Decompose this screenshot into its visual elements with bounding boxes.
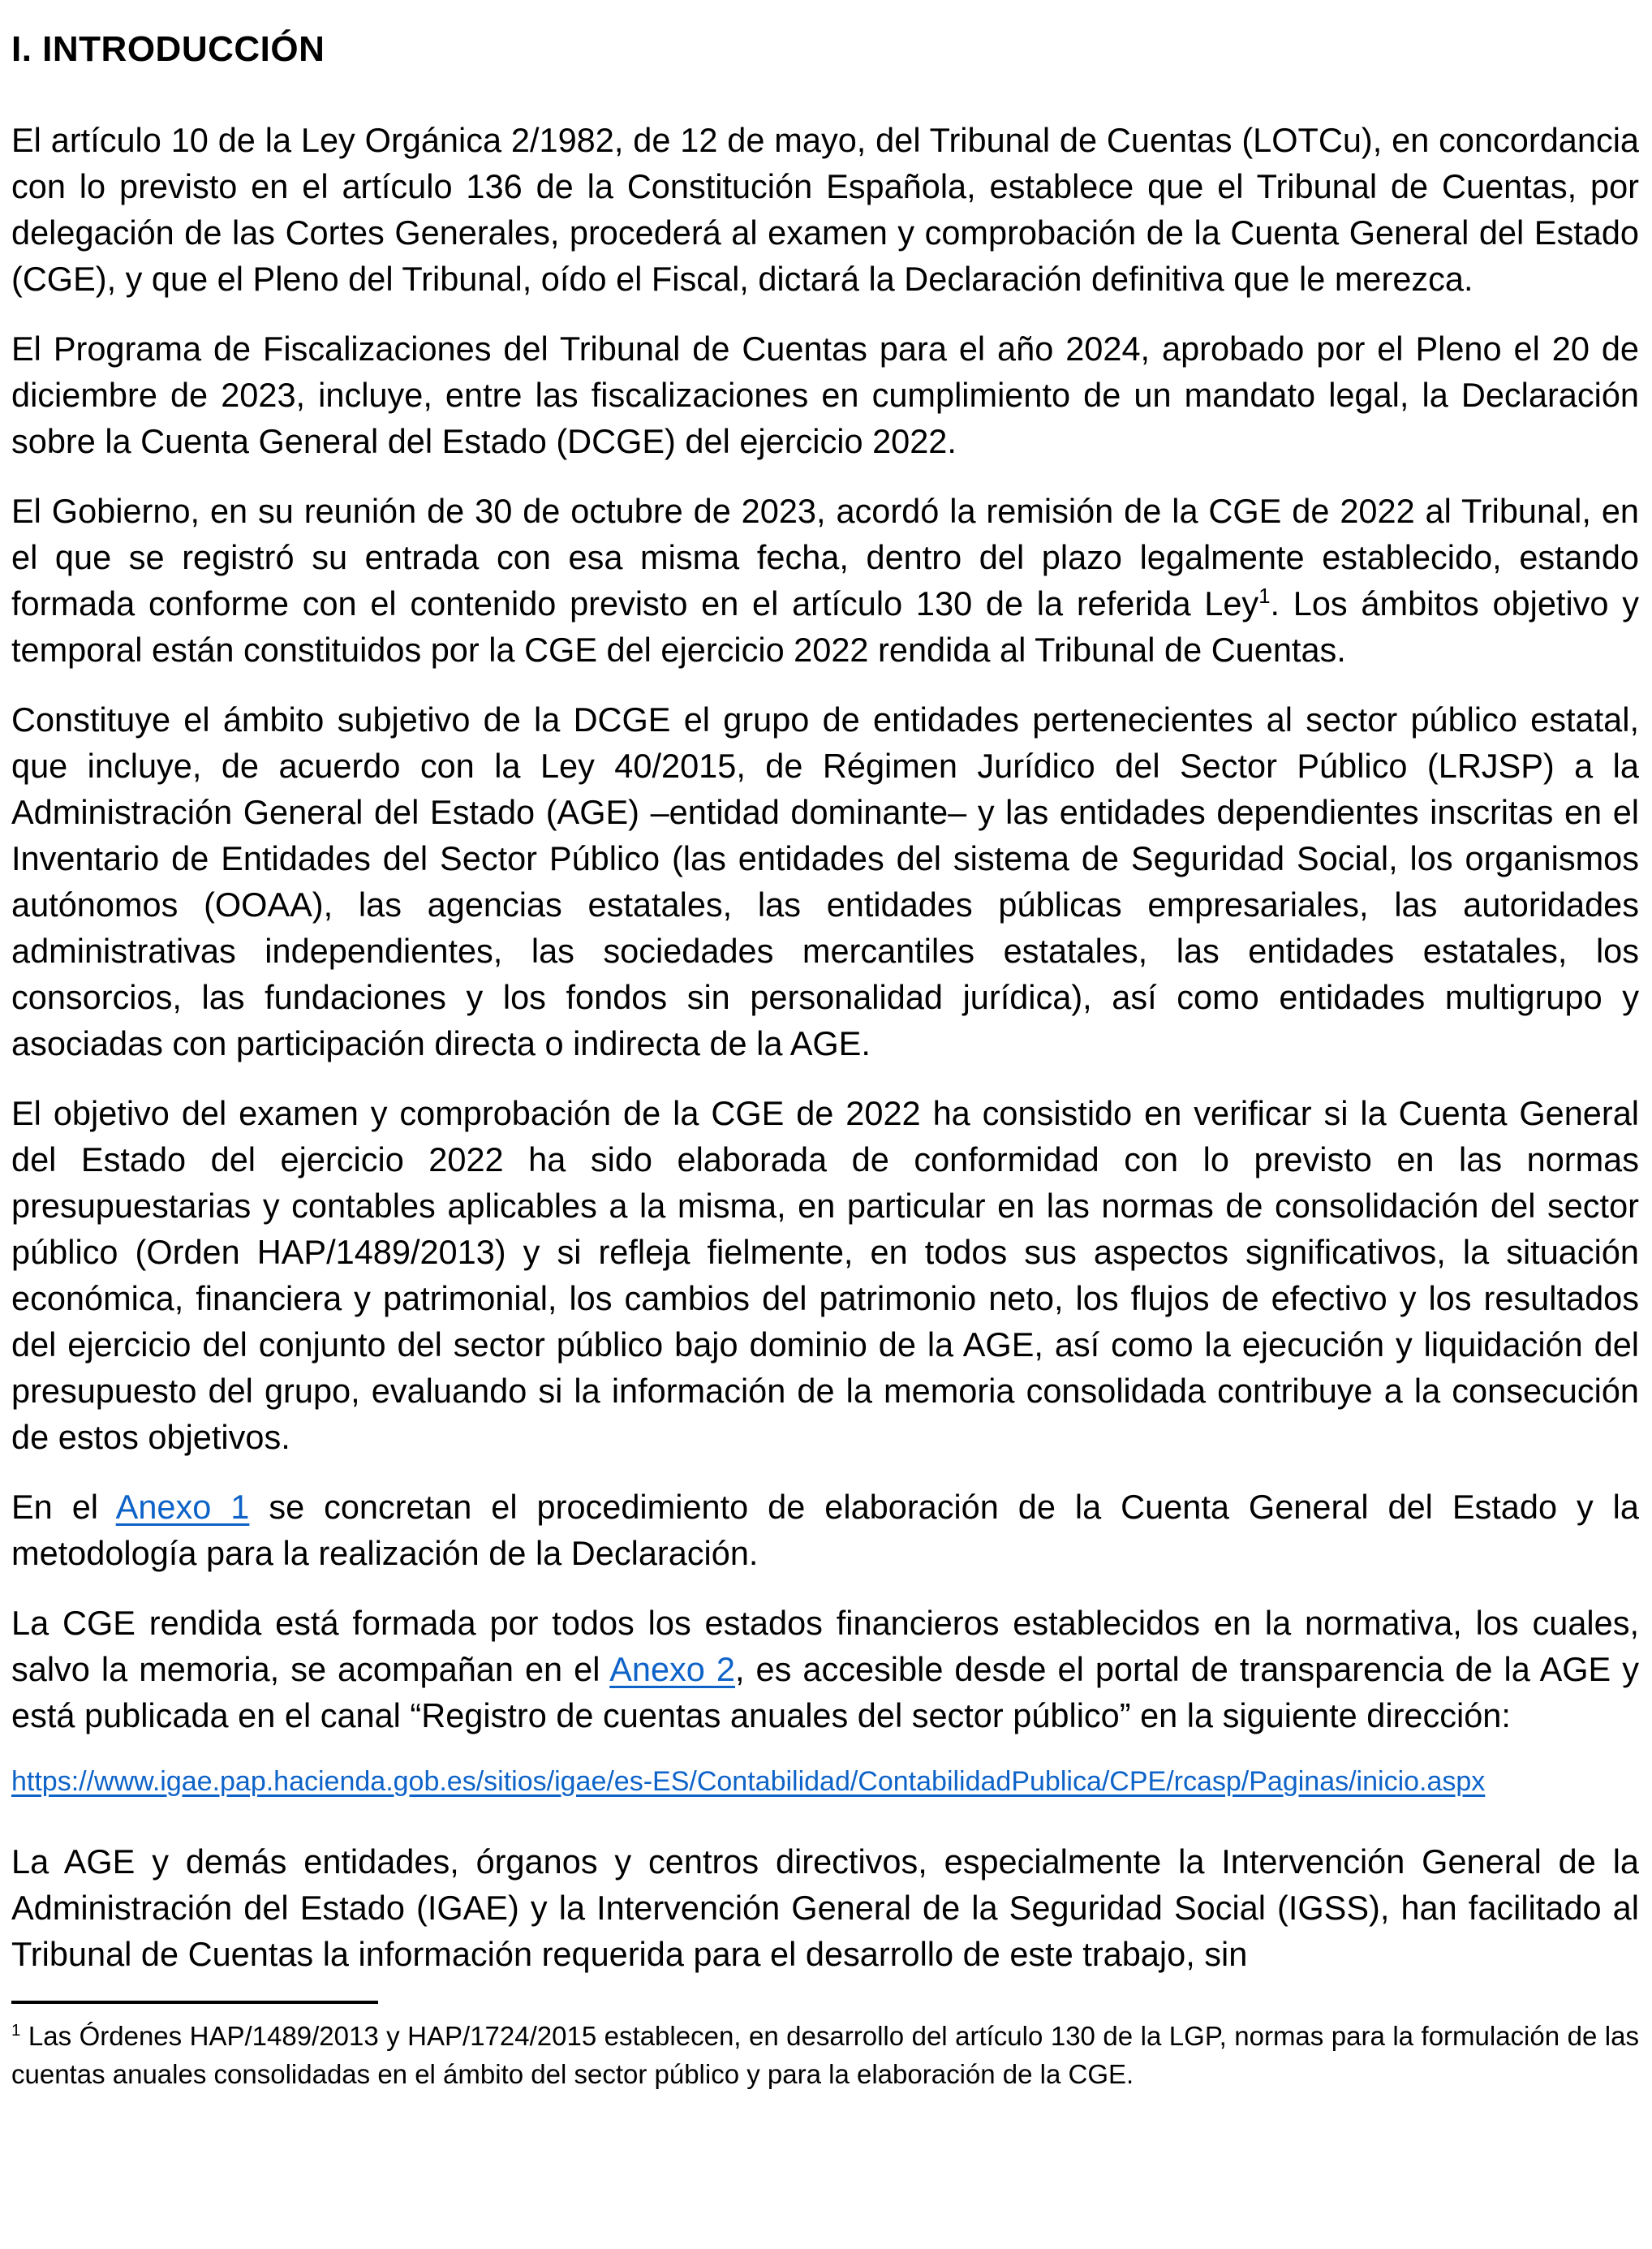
paragraph-programa-fiscalizaciones: El Programa de Fiscalizaciones del Tribunal de Cuentas para el año 2024, aprobado por el Pleno el 20 de diciembre de 2023, incluye, entre las fiscalizaciones en cumplimiento de un mandato legal, la Declaración sobre la Cuenta General del Estado (DCGE) del ejercicio 2022.	[11, 330, 1639, 460]
paragraph-gobierno-remision	[11, 488, 1639, 673]
url-line	[11, 1762, 1639, 1801]
anexo-1-link[interactable]: Anexo 1	[115, 1488, 250, 1526]
paragraph-3-text: El Gobierno, en su reunión de 30 de octubre de 2023, acordó la remisión de la CGE de 2022 al Tribunal, en el que se registró su entrada con esa misma fecha, dentro del plazo legalmente establecido, estando formada conforme con el contenido previsto en el artículo 130 de la referida Ley	[11, 492, 1639, 623]
paragraph-7-text-cont: , es accesible desde el portal de transparencia de la AGE y está publicada en el canal “Registro de cuentas anuales del sector público” en la siguiente dirección:	[11, 1650, 1639, 1734]
footnote-separator	[11, 2001, 378, 2004]
footnote-1-marker: 1	[11, 2021, 21, 2040]
paragraph-anexo-1	[11, 1484, 1639, 1576]
paragraph-cge-rendida	[11, 1600, 1639, 1738]
anexo-2-link[interactable]: Anexo 2	[609, 1650, 735, 1688]
paragraph-objetivo-examen: El objetivo del examen y comprobación de la CGE de 2022 ha consistido en verificar si la Cuenta General del Estado del ejercicio 2022 ha sido elaborada de conformidad con lo previsto en las normas presupuestarias y contables aplicables a la misma, en particular en las normas de consolidación del sector público (Orden HAP/1489/2013) y si refleja fielmente, en todos sus aspectos significativos, la situación económica, financiera y patrimonial, los cambios del patrimonio neto, los flujos de efectivo y los resultados del ejercicio del conjunto del sector público bajo dominio de la AGE, así como la ejecución y liquidación del presupuesto del grupo, evaluando si la información de la memoria consolidada contribuye a la consecución de estos objetivos.	[11, 1094, 1639, 1456]
igae-url-link[interactable]: https://www.igae.pap.hacienda.gob.es/sitios/igae/es-ES/Contabilidad/ContabilidadPublica/CPE/rcasp/Paginas/inicio.aspx	[11, 1766, 1486, 1797]
footnote-1	[11, 2017, 1639, 2093]
section-title: I. INTRODUCCIÓN	[11, 29, 325, 69]
paragraph-ambito-subjetivo: Constituye el ámbito subjetivo de la DCGE el grupo de entidades pertenecientes al sector público estatal, que incluye, de acuerdo con la Ley 40/2015, de Régimen Jurídico del Sector Público (LRJSP) a la Administración General del Estado (AGE) –entidad dominante– y las entidades dependientes inscritas en el Inventario de Entidades del Sector Público (las entidades del sistema de Seguridad Social, los organismos autónomos (OOAA), las agencias estatales, las entidades públicas empresariales, las autoridades administrativas independientes, las sociedades mercantiles estatales, las entidades estatales, los consorcios, las fundaciones y los fondos sin personalidad jurídica), así como entidades multigrupo y asociadas con participación directa o indirecta de la AGE.	[11, 700, 1639, 1062]
paragraph-6-text-cont: se concretan el procedimiento de elaboración de la Cuenta General del Estado y la metodología para la realización de la Declaración.	[11, 1488, 1639, 1572]
paragraph-articulo-10: El artículo 10 de la Ley Orgánica 2/1982, de 12 de mayo, del Tribunal de Cuentas (LOTCu), en concordancia con lo previsto en el artículo 136 de la Constitución Española, establece que el Tribunal de Cuentas, por delegación de las Cortes Generales, procederá al examen y comprobación de la Cuenta General del Estado (CGE), y que el Pleno del Tribunal, oído el Fiscal, dictará la Declaración definitiva que le merezca.	[11, 121, 1639, 298]
footnote-ref-1: 1	[1258, 585, 1271, 609]
paragraph-3-text-cont: . Los ámbitos objetivo y temporal están constituidos por la CGE del ejercicio 2022 rendida al Tribunal de Cuentas.	[11, 584, 1639, 669]
paragraph-age-colaboracion: La AGE y demás entidades, órganos y centros directivos, especialmente la Intervención General de la Administración del Estado (IGAE) y la Intervención General de la Seguridad Social (IGSS), han facilitado al Tribunal de Cuentas la información requerida para el desarrollo de este trabajo, sin	[11, 1842, 1639, 1973]
paragraph-6-text: En el	[11, 1488, 116, 1526]
paragraph-7-text: La CGE rendida está formada por todos los estados financieros establecidos en la normativa, los cuales, salvo la memoria, se acompañan en el	[11, 1604, 1639, 1688]
footnote-1-text: Las Órdenes HAP/1489/2013 y HAP/1724/2015 establecen, en desarrollo del artículo 130 de la LGP, normas para la formulación de las cuentas anuales consolidadas en el ámbito del sector público y para la elaboración de la CGE.	[11, 2021, 1639, 2089]
